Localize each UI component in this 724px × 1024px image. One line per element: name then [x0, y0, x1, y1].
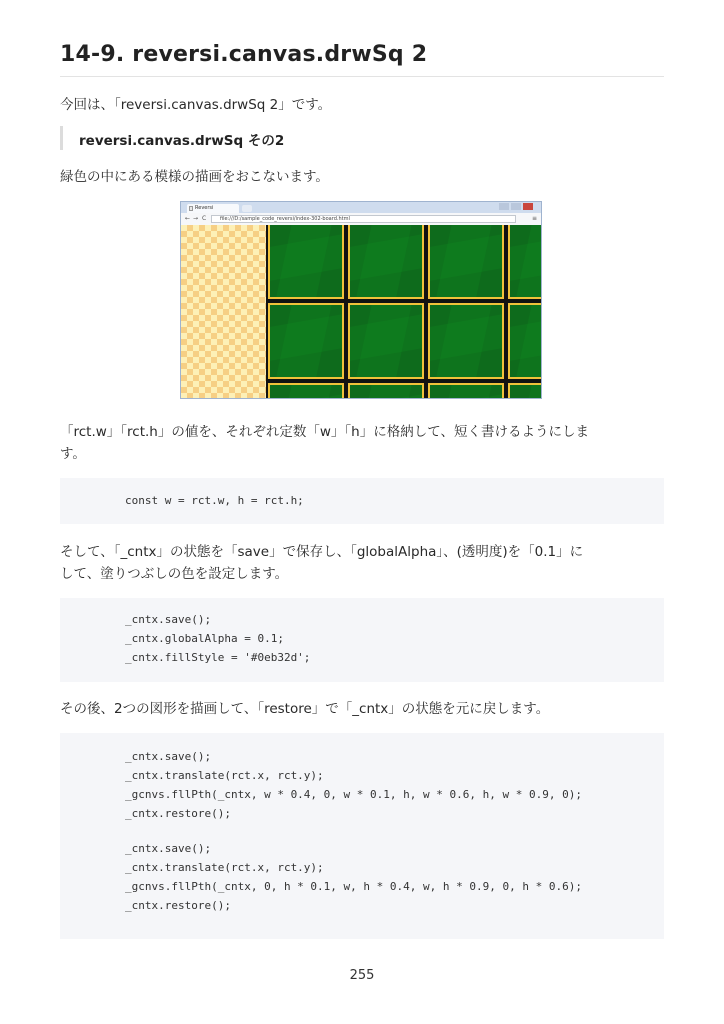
forward-icon: →	[193, 215, 199, 222]
section-subheading	[60, 126, 667, 150]
code-line: _cntx.save();	[125, 750, 212, 763]
subheading-text: reversi.canvas.drwSq その2	[79, 133, 285, 149]
tab-title: Reversi	[195, 205, 214, 211]
maximize-icon	[511, 203, 521, 210]
address-text: file:///D:/sample_code_reversi/index-302-board.html	[220, 216, 350, 222]
page-icon	[189, 206, 193, 211]
page-title: 14-9. reversi.canvas.drwSq 2	[60, 42, 428, 67]
code-line: _cntx.restore();	[125, 807, 231, 820]
address-bar	[211, 215, 516, 223]
minimize-icon	[499, 203, 509, 210]
reversi-board	[266, 225, 541, 399]
code-line: const w = rct.w, h = rct.h;	[125, 494, 304, 507]
paragraph-line: そして、「_cntx」の状態を「save」で保存し、「globalAlpha」、(透明度)を「0.1」に	[60, 544, 584, 560]
paragraph-line: して、塗りつぶしの色を設定します。	[60, 566, 289, 582]
board-cell	[508, 225, 541, 299]
code-block	[60, 598, 664, 682]
code-line: _cntx.translate(rct.x, rct.y);	[125, 861, 324, 874]
paragraph-line: その後、2つの図形を描画して、「restore」で「_cntx」の状態を元に戻します。	[60, 701, 550, 717]
browser-tab	[187, 204, 239, 213]
board-cell	[348, 303, 424, 379]
title-divider	[60, 76, 664, 77]
intro-paragraph: 今回は、「reversi.canvas.drwSq 2」です。	[60, 97, 332, 113]
board-cell	[268, 383, 344, 399]
new-tab-button	[242, 205, 252, 212]
browser-titlebar	[181, 202, 541, 213]
code-line: _cntx.fillStyle = '#0eb32d';	[125, 651, 311, 664]
paragraph-line: す。	[60, 446, 86, 462]
code-line: _cntx.save();	[125, 842, 212, 855]
board-cell	[348, 225, 424, 299]
code-line: _cntx.restore();	[125, 899, 231, 912]
board-cell	[508, 383, 541, 399]
code-line: _gcnvs.fllPth(_cntx, w * 0.4, 0, w * 0.1, h, w * 0.6, h, w * 0.9, 0);	[125, 788, 582, 801]
code-line: _cntx.globalAlpha = 0.1;	[125, 632, 284, 645]
board-cell	[508, 303, 541, 379]
browser-content	[181, 225, 541, 399]
browser-screenshot	[180, 201, 542, 399]
close-icon	[523, 203, 533, 210]
code-line: _cntx.translate(rct.x, rct.y);	[125, 769, 324, 782]
reload-icon: C	[202, 215, 207, 222]
board-cell	[428, 383, 504, 399]
board-cell	[348, 383, 424, 399]
code-block	[60, 733, 664, 939]
cell-pattern	[510, 383, 541, 399]
back-icon: ←	[185, 215, 191, 222]
code-block	[60, 478, 664, 524]
code-line: _gcnvs.fllPth(_cntx, 0, h * 0.1, w, h * 0.4, w, h * 0.9, 0, h * 0.6);	[125, 880, 582, 893]
board-cell	[428, 225, 504, 299]
board-cell	[268, 303, 344, 379]
page-number: 255	[349, 968, 375, 983]
menu-icon: ≡	[531, 215, 537, 222]
description-paragraph: 緑色の中にある模様の描画をおこないます。	[60, 169, 329, 185]
board-cell	[428, 303, 504, 379]
code-line: _cntx.save();	[125, 613, 212, 626]
checkerboard-background	[181, 225, 266, 399]
board-cell	[268, 225, 344, 299]
paragraph-line: 「rct.w」「rct.h」の値を、それぞれ定数「w」「h」に格納して、短く書けるようにしま	[60, 424, 589, 440]
